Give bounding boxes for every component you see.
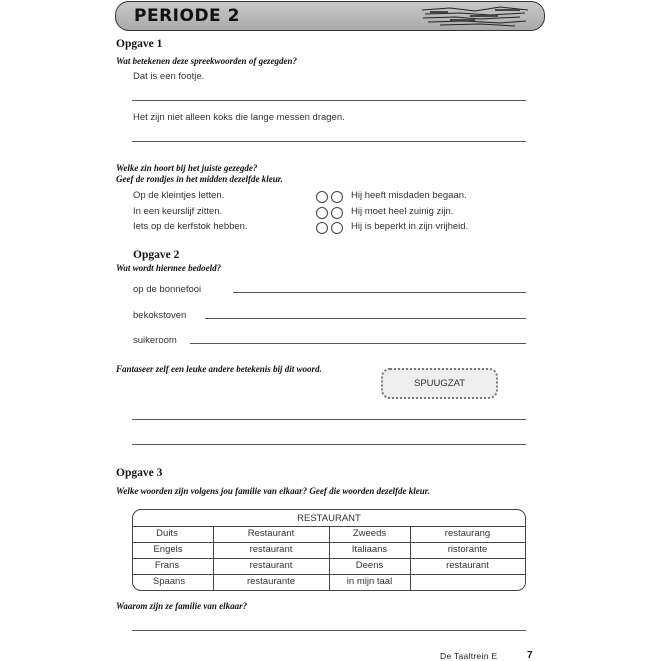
answer-line[interactable] xyxy=(132,630,526,631)
saying-2: Het zijn niet alleen koks die lange messen dragen. xyxy=(133,112,345,123)
table-cell[interactable]: Engels xyxy=(153,544,183,555)
answer-line[interactable] xyxy=(132,100,526,101)
question-3-2: Waarom zijn ze familie van elkaar? xyxy=(116,601,248,611)
page-title: PERIODE 2 xyxy=(134,6,240,26)
answer-line[interactable] xyxy=(190,343,526,344)
answer-line[interactable] xyxy=(205,318,526,319)
right-meaning: Hij is beperkt in zijn vrijheid. xyxy=(351,221,469,232)
color-circle[interactable] xyxy=(316,222,328,234)
table-cell[interactable]: restaurant xyxy=(249,544,293,555)
table-cell[interactable]: restaurante xyxy=(246,576,296,587)
question-1-2-line-2: Geef de rondjes in het midden dezelfde kleur. xyxy=(116,174,283,184)
word-box xyxy=(381,368,498,399)
table-cell[interactable] xyxy=(410,574,525,590)
question-1-2-line-1: Welke zin hoort bij het juiste gezegde? xyxy=(116,163,258,173)
page-number: 7 xyxy=(527,650,533,661)
color-circle[interactable] xyxy=(331,222,343,234)
table-cell[interactable]: restaurant xyxy=(446,560,489,571)
table-cell[interactable]: Frans xyxy=(154,560,180,571)
book-title: De Taaltrein E xyxy=(440,651,498,661)
restaurant-table xyxy=(132,509,526,591)
left-saying: Op de kleintjes letten. xyxy=(133,190,225,201)
question-2-1: Wat wordt hiermee bedoeld? xyxy=(116,263,222,273)
table-title: RESTAURANT xyxy=(133,510,525,527)
right-meaning: Hij moet heel zuinig zijn. xyxy=(351,206,454,217)
word: bekokstoven xyxy=(133,310,187,321)
table-cell[interactable]: Deens xyxy=(355,560,384,571)
section-heading-opgave-2: Opgave 2 xyxy=(133,249,180,261)
table-cell[interactable]: Duits xyxy=(156,528,178,539)
section-heading-opgave-3: Opgave 3 xyxy=(116,467,163,479)
question-3-1: Welke woorden zijn volgens jou familie van elkaar? Geef die woorden dezelfde kleur. xyxy=(116,486,431,496)
table-cell[interactable]: restaurang xyxy=(444,528,491,539)
period-header-bar xyxy=(115,1,545,31)
word-box-label: SPUUGZAT xyxy=(413,378,466,389)
table-cell[interactable]: Italiaans xyxy=(351,544,388,555)
question-2-2: Fantaseer zelf een leuke andere betekenis bij dit woord. xyxy=(116,364,322,374)
left-saying: In een keurslijf zitten. xyxy=(133,206,223,217)
question-1-1: Wat betekenen deze spreekwoorden of gezegden? xyxy=(116,56,298,66)
color-circle[interactable] xyxy=(331,191,343,203)
word: op de bonnefooi xyxy=(133,284,202,295)
chalk-scribble-decoration xyxy=(420,5,530,27)
answer-line[interactable] xyxy=(132,419,526,420)
left-saying: Iets op de kerfstok hebben. xyxy=(133,221,248,232)
word: suikeroom xyxy=(133,335,177,346)
answer-line[interactable] xyxy=(233,292,526,293)
color-circle[interactable] xyxy=(316,207,328,219)
table-cell[interactable]: in mijn taal xyxy=(346,576,393,587)
table-cell[interactable]: restaurant xyxy=(249,560,293,571)
answer-line[interactable] xyxy=(132,444,526,445)
table-cell[interactable]: ristorante xyxy=(447,544,488,555)
color-circle[interactable] xyxy=(331,207,343,219)
saying-1: Dat is een footje. xyxy=(133,71,205,82)
table-cell[interactable]: Spaans xyxy=(152,576,186,587)
right-meaning: Hij heeft misdaden begaan. xyxy=(351,190,467,201)
table-cell[interactable]: Restaurant xyxy=(247,528,295,539)
table-cell[interactable]: Zweeds xyxy=(352,528,387,539)
color-circle[interactable] xyxy=(316,191,328,203)
section-heading-opgave-1: Opgave 1 xyxy=(116,38,163,50)
answer-line[interactable] xyxy=(132,141,526,142)
